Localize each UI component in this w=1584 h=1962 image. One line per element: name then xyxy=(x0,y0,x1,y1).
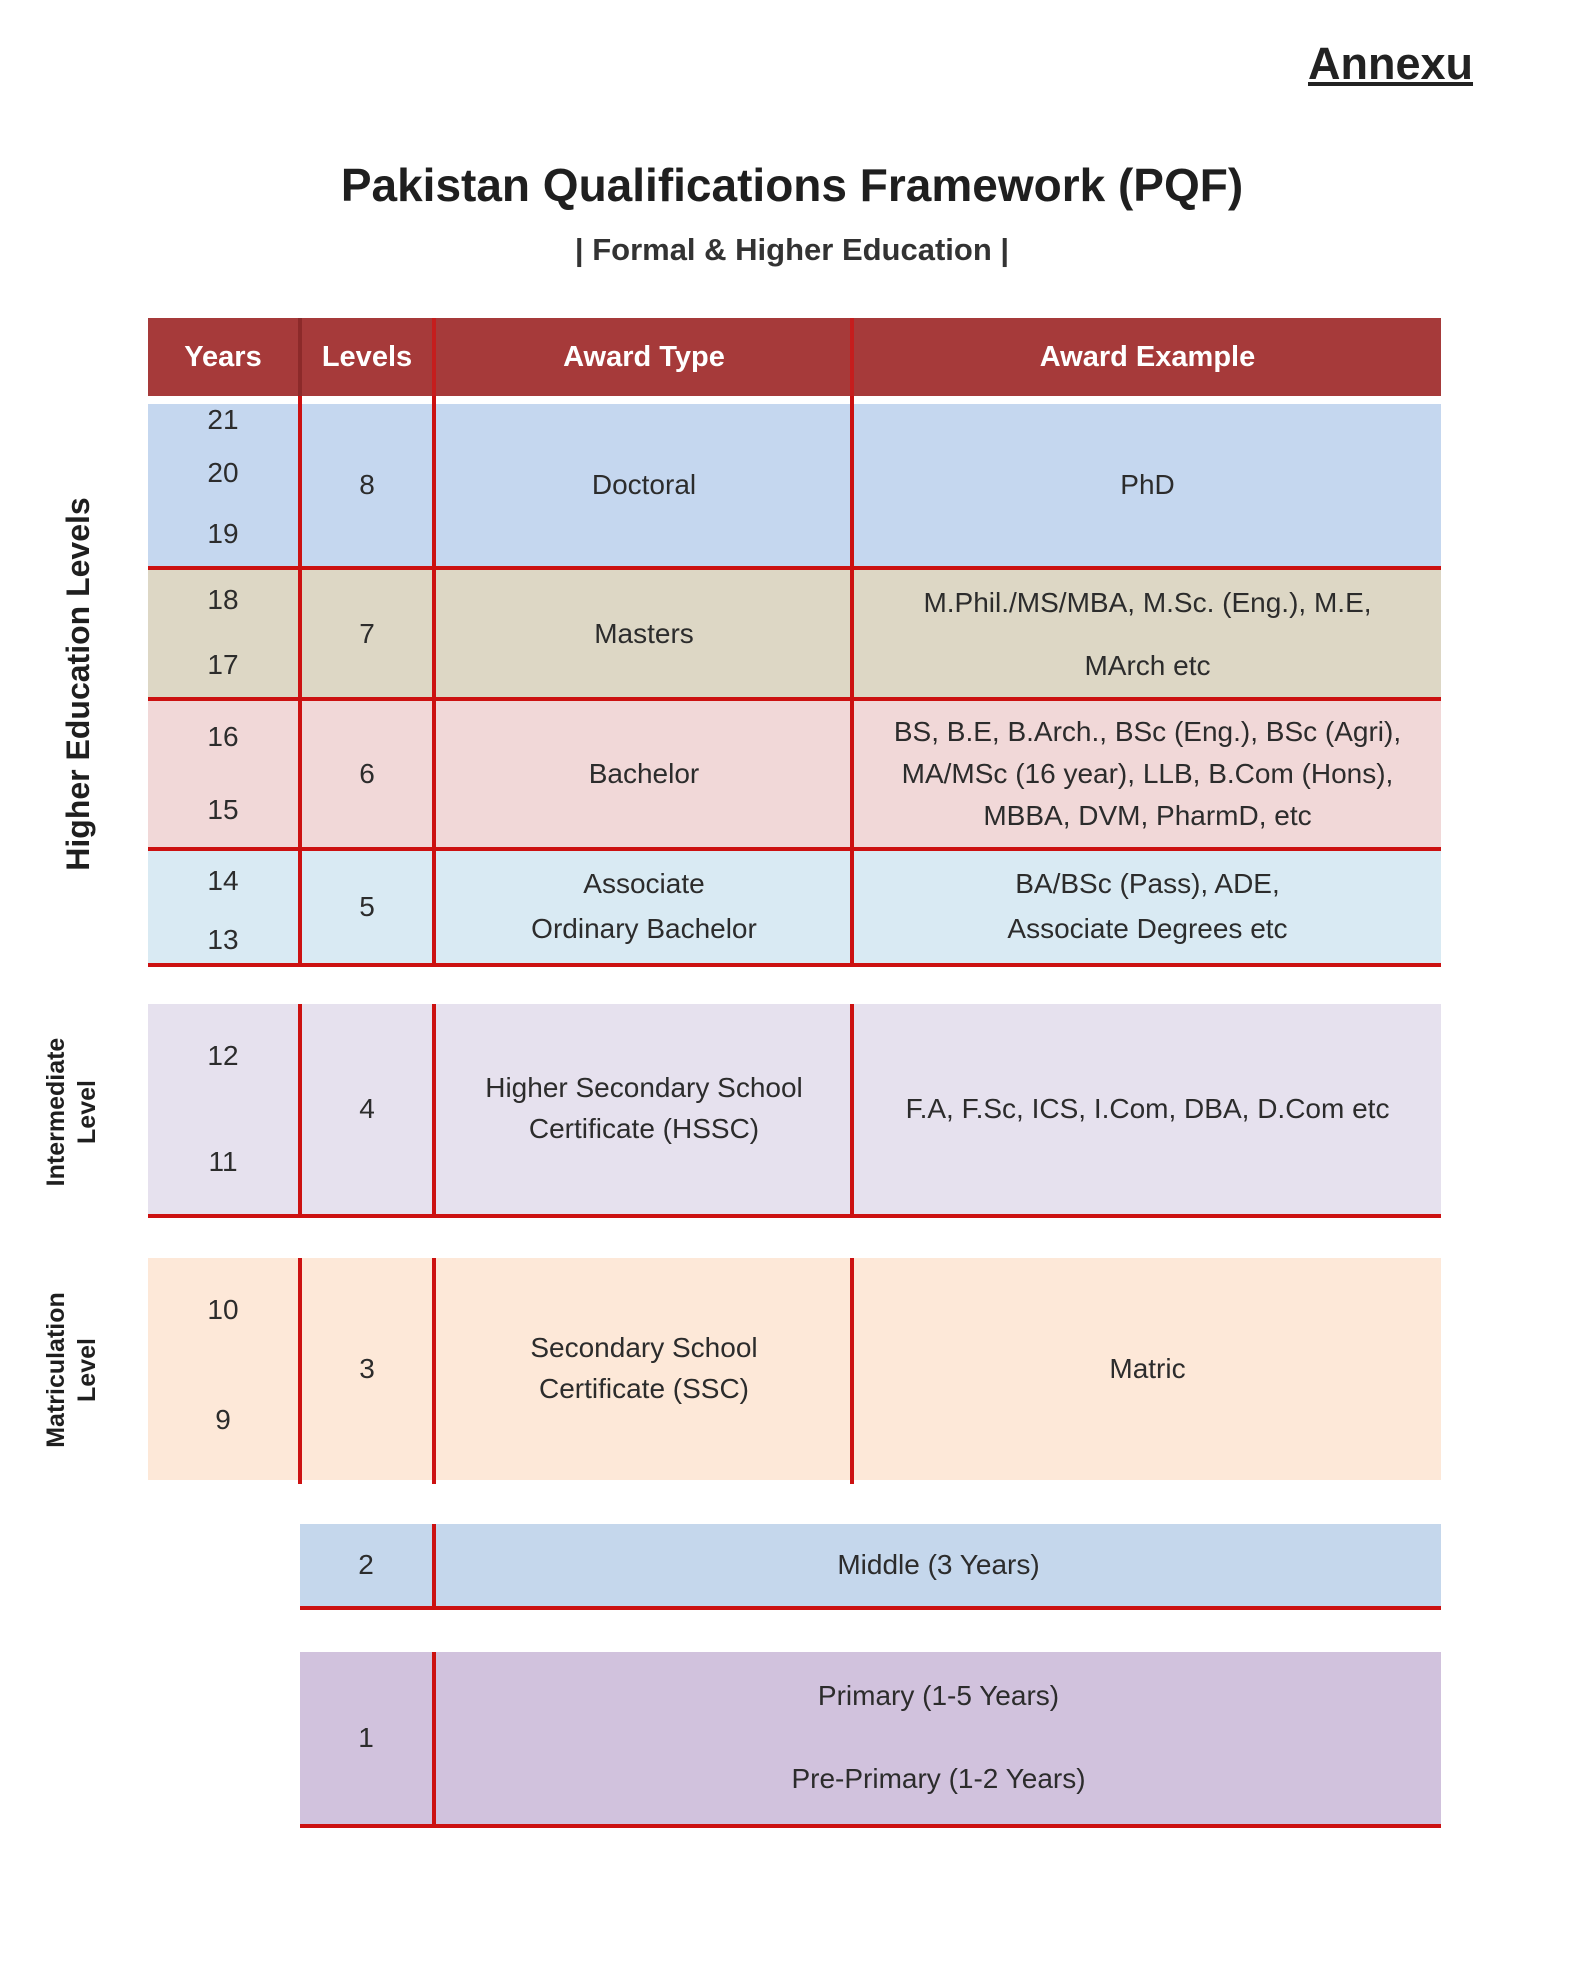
annex-label: Annexu xyxy=(1308,38,1474,89)
year-11: 11 xyxy=(208,1146,238,1177)
award-type-associate-line2: Ordinary Bachelor xyxy=(531,913,757,944)
level-8: 8 xyxy=(359,469,375,500)
award-type-bachelor: Bachelor xyxy=(588,758,700,789)
award-type-masters: Masters xyxy=(594,617,694,649)
award-example-phd: PhD xyxy=(1120,469,1175,500)
award-example-bachelor xyxy=(854,701,1441,847)
award-type-associate xyxy=(436,851,852,963)
page-subtitle: | Formal & Higher Education | xyxy=(574,232,1010,267)
side-label-matriculation xyxy=(41,1292,104,1448)
row-level-6 xyxy=(148,701,1441,847)
award-example-masters xyxy=(854,570,1441,697)
year-14: 14 xyxy=(207,865,239,896)
side-label-intermediate xyxy=(41,1038,104,1187)
level-1: 1 xyxy=(358,1722,374,1753)
level-7: 7 xyxy=(359,617,375,649)
page-title: Pakistan Qualifications Framework (PQF) xyxy=(340,159,1244,211)
level-3: 3 xyxy=(359,1353,375,1384)
row-level-3 xyxy=(148,1258,1441,1480)
year-16: 16 xyxy=(207,721,239,752)
row-level-4 xyxy=(148,1004,1441,1214)
award-example-hssc: F.A, F.Sc, ICS, I.Com, DBA, D.Com etc xyxy=(905,1093,1390,1124)
year-10: 10 xyxy=(207,1294,239,1325)
side-label-intermediate-line1: Intermediate xyxy=(41,1037,70,1187)
award-type-ssc xyxy=(436,1258,852,1480)
side-label-higher-education: Higher Education Levels xyxy=(60,497,96,871)
year-12: 12 xyxy=(207,1040,239,1071)
award-example-associate-line1: BA/BSc (Pass), ADE, xyxy=(1015,868,1280,900)
award-type-ssc-line2: Certificate (SSC) xyxy=(538,1373,750,1404)
year-15: 15 xyxy=(207,794,239,825)
header-years: Years xyxy=(184,340,262,373)
year-19: 19 xyxy=(207,518,239,549)
award-type-ssc-line1: Secondary School xyxy=(530,1332,758,1364)
award-type-hssc-line1: Higher Secondary School xyxy=(485,1072,803,1104)
year-20: 20 xyxy=(207,457,239,488)
row-level-5 xyxy=(148,851,1441,963)
row-level-2 xyxy=(300,1524,1441,1606)
award-example-bachelor-line1: BS, B.E, B.Arch., BSc (Eng.), BSc (Agri), xyxy=(893,716,1402,747)
side-label-matriculation-line1: Matriculation xyxy=(41,1292,70,1448)
row-level-7 xyxy=(148,570,1441,697)
side-label-matriculation-line2: Level xyxy=(73,1338,101,1402)
year-18: 18 xyxy=(207,584,239,615)
year-21: 21 xyxy=(207,404,239,435)
level-4: 4 xyxy=(359,1093,375,1124)
header-award-example: Award Example xyxy=(1039,340,1256,373)
description-primary-line2: Pre-Primary (1-2 Years) xyxy=(791,1763,1086,1794)
level-2: 2 xyxy=(358,1549,374,1580)
level-6: 6 xyxy=(359,758,375,789)
award-example-masters-line2: MArch etc xyxy=(1084,649,1211,681)
year-9: 9 xyxy=(215,1404,231,1435)
side-label-intermediate-line2: Level xyxy=(73,1080,101,1144)
row-level-1 xyxy=(300,1652,1441,1824)
award-type-doctoral: Doctoral xyxy=(591,469,697,500)
description-primary xyxy=(436,1652,1441,1824)
award-example-associate xyxy=(854,851,1441,963)
description-middle: Middle (3 Years) xyxy=(837,1549,1040,1580)
header-award-type: Award Type xyxy=(563,340,725,373)
header-levels: Levels xyxy=(321,340,413,373)
award-example-masters-line1: M.Phil./MS/MBA, M.Sc. (Eng.), M.E, xyxy=(923,586,1372,618)
award-example-associate-line2: Associate Degrees etc xyxy=(1007,913,1288,944)
award-example-bachelor-line3: MBBA, DVM, PharmD, etc xyxy=(983,800,1312,831)
award-type-associate-line1: Associate xyxy=(583,868,705,900)
row-level-8 xyxy=(148,404,1441,566)
year-13: 13 xyxy=(207,924,239,955)
award-example-bachelor-line2: MA/MSc (16 year), LLB, B.Com (Hons), xyxy=(901,758,1394,789)
level-5: 5 xyxy=(359,891,375,922)
description-primary-line1: Primary (1-5 Years) xyxy=(817,1680,1060,1712)
award-type-hssc-line2: Certificate (HSSC) xyxy=(528,1113,760,1144)
table-header xyxy=(148,318,1441,396)
year-17: 17 xyxy=(207,649,239,680)
award-example-ssc: Matric xyxy=(1109,1353,1186,1384)
award-type-hssc xyxy=(436,1004,852,1214)
